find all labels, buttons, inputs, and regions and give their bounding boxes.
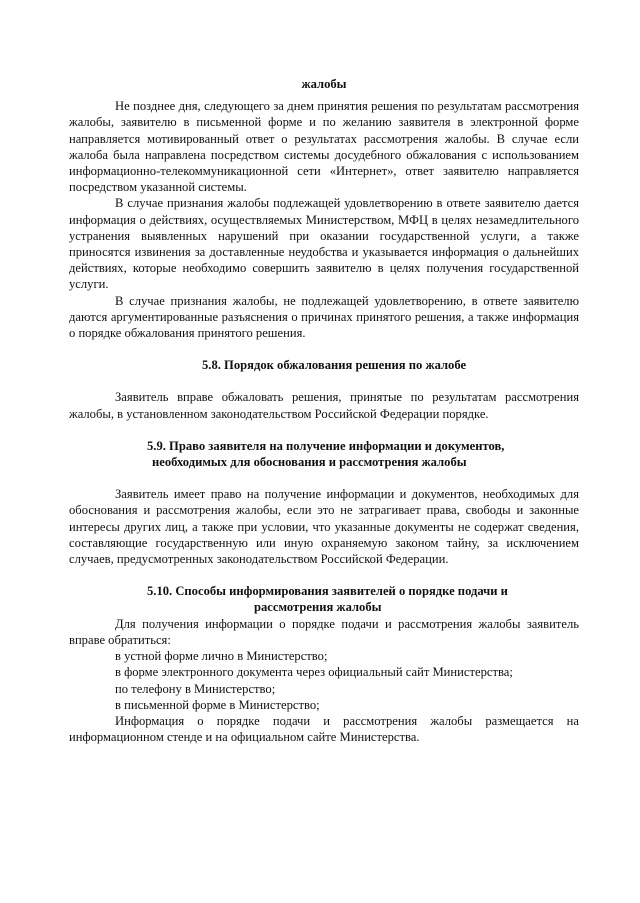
section-5-8-heading: 5.8. Порядок обжалования решения по жалобе: [202, 358, 467, 373]
document-page: [69, 76, 579, 745]
paragraph-satisfied: В случае признания жалобы подлежащей удовлетворению в ответе заявителю дается информация о действиях, осуществляемых Министерством, МФЦ в целях незамедлительного устранения выявленных нарушений при оказании государственной услуги, а также приносятся извинения за доставленные неудобства и указывается информация о дальнейших действиях, которые необходимо совершить заявителю в целях получения государственной услуги.: [69, 196, 579, 292]
section-5-10-heading-line1: 5.10. Способы информирования заявителей о порядке подачи и: [147, 584, 508, 599]
section-5-9-heading-line2: необходимых для обоснования и рассмотрения жалобы: [152, 455, 467, 470]
paragraph-not-satisfied: В случае признания жалобы, не подлежащей удовлетворению, в ответе заявителю даются аргументированные разъяснения о причинах принятого решения, а также информация о порядке обжалования принятого решения.: [69, 293, 579, 341]
section-5-9-text: Заявитель имеет право на получение информации и документов, необходимых для обоснования и рассмотрения жалобы, если это не затрагивает права, свободы и законные интересы других лиц, а также при условии, что указанные документы не содержат сведения, составляющие государственную или иную охраняемую законом тайну, за исключением случаев, предусмотренных законодательством Российской Федерации.: [69, 487, 579, 567]
list-item: по телефону в Министерство;: [115, 681, 276, 696]
top-heading: жалобы: [301, 77, 347, 91]
paragraph-response: Не позднее дня, следующего за днем принятия решения по результатам рассмотрения жалобы, заявителю в письменной форме и по желанию заявителя в электронной форме направляется мотивированный ответ о результатах рассмотрения жалобы. В случае если жалоба была направлена посредством системы досудебного обжалования с использованием информационно-телекоммуникационной сети «Интернет», ответ заявителю направляется посредством указанной системы.: [69, 99, 579, 195]
list-item: в форме электронного документа через официальный сайт Министерства;: [115, 665, 513, 680]
section-5-8-text: Заявитель вправе обжаловать решения, принятые по результатам рассмотрения жалобы, в установленном законодательством Российской Федерации порядке.: [69, 390, 579, 421]
section-5-10-intro: Для получения информации о порядке подачи и рассмотрения жалобы заявитель вправе обратиться:: [69, 616, 579, 647]
section-5-10-final: Информация о порядке подачи и рассмотрения жалобы размещается на информационном стенде и на официальном сайте Министерства.: [69, 713, 579, 745]
section-5-10-heading-line2: рассмотрения жалобы: [254, 600, 382, 615]
list-item: в устной форме лично в Министерство;: [115, 649, 328, 664]
list-item: в письменной форме в Министерство;: [115, 697, 320, 712]
section-5-9-heading-line1: 5.9. Право заявителя на получение информации и документов,: [147, 438, 505, 453]
